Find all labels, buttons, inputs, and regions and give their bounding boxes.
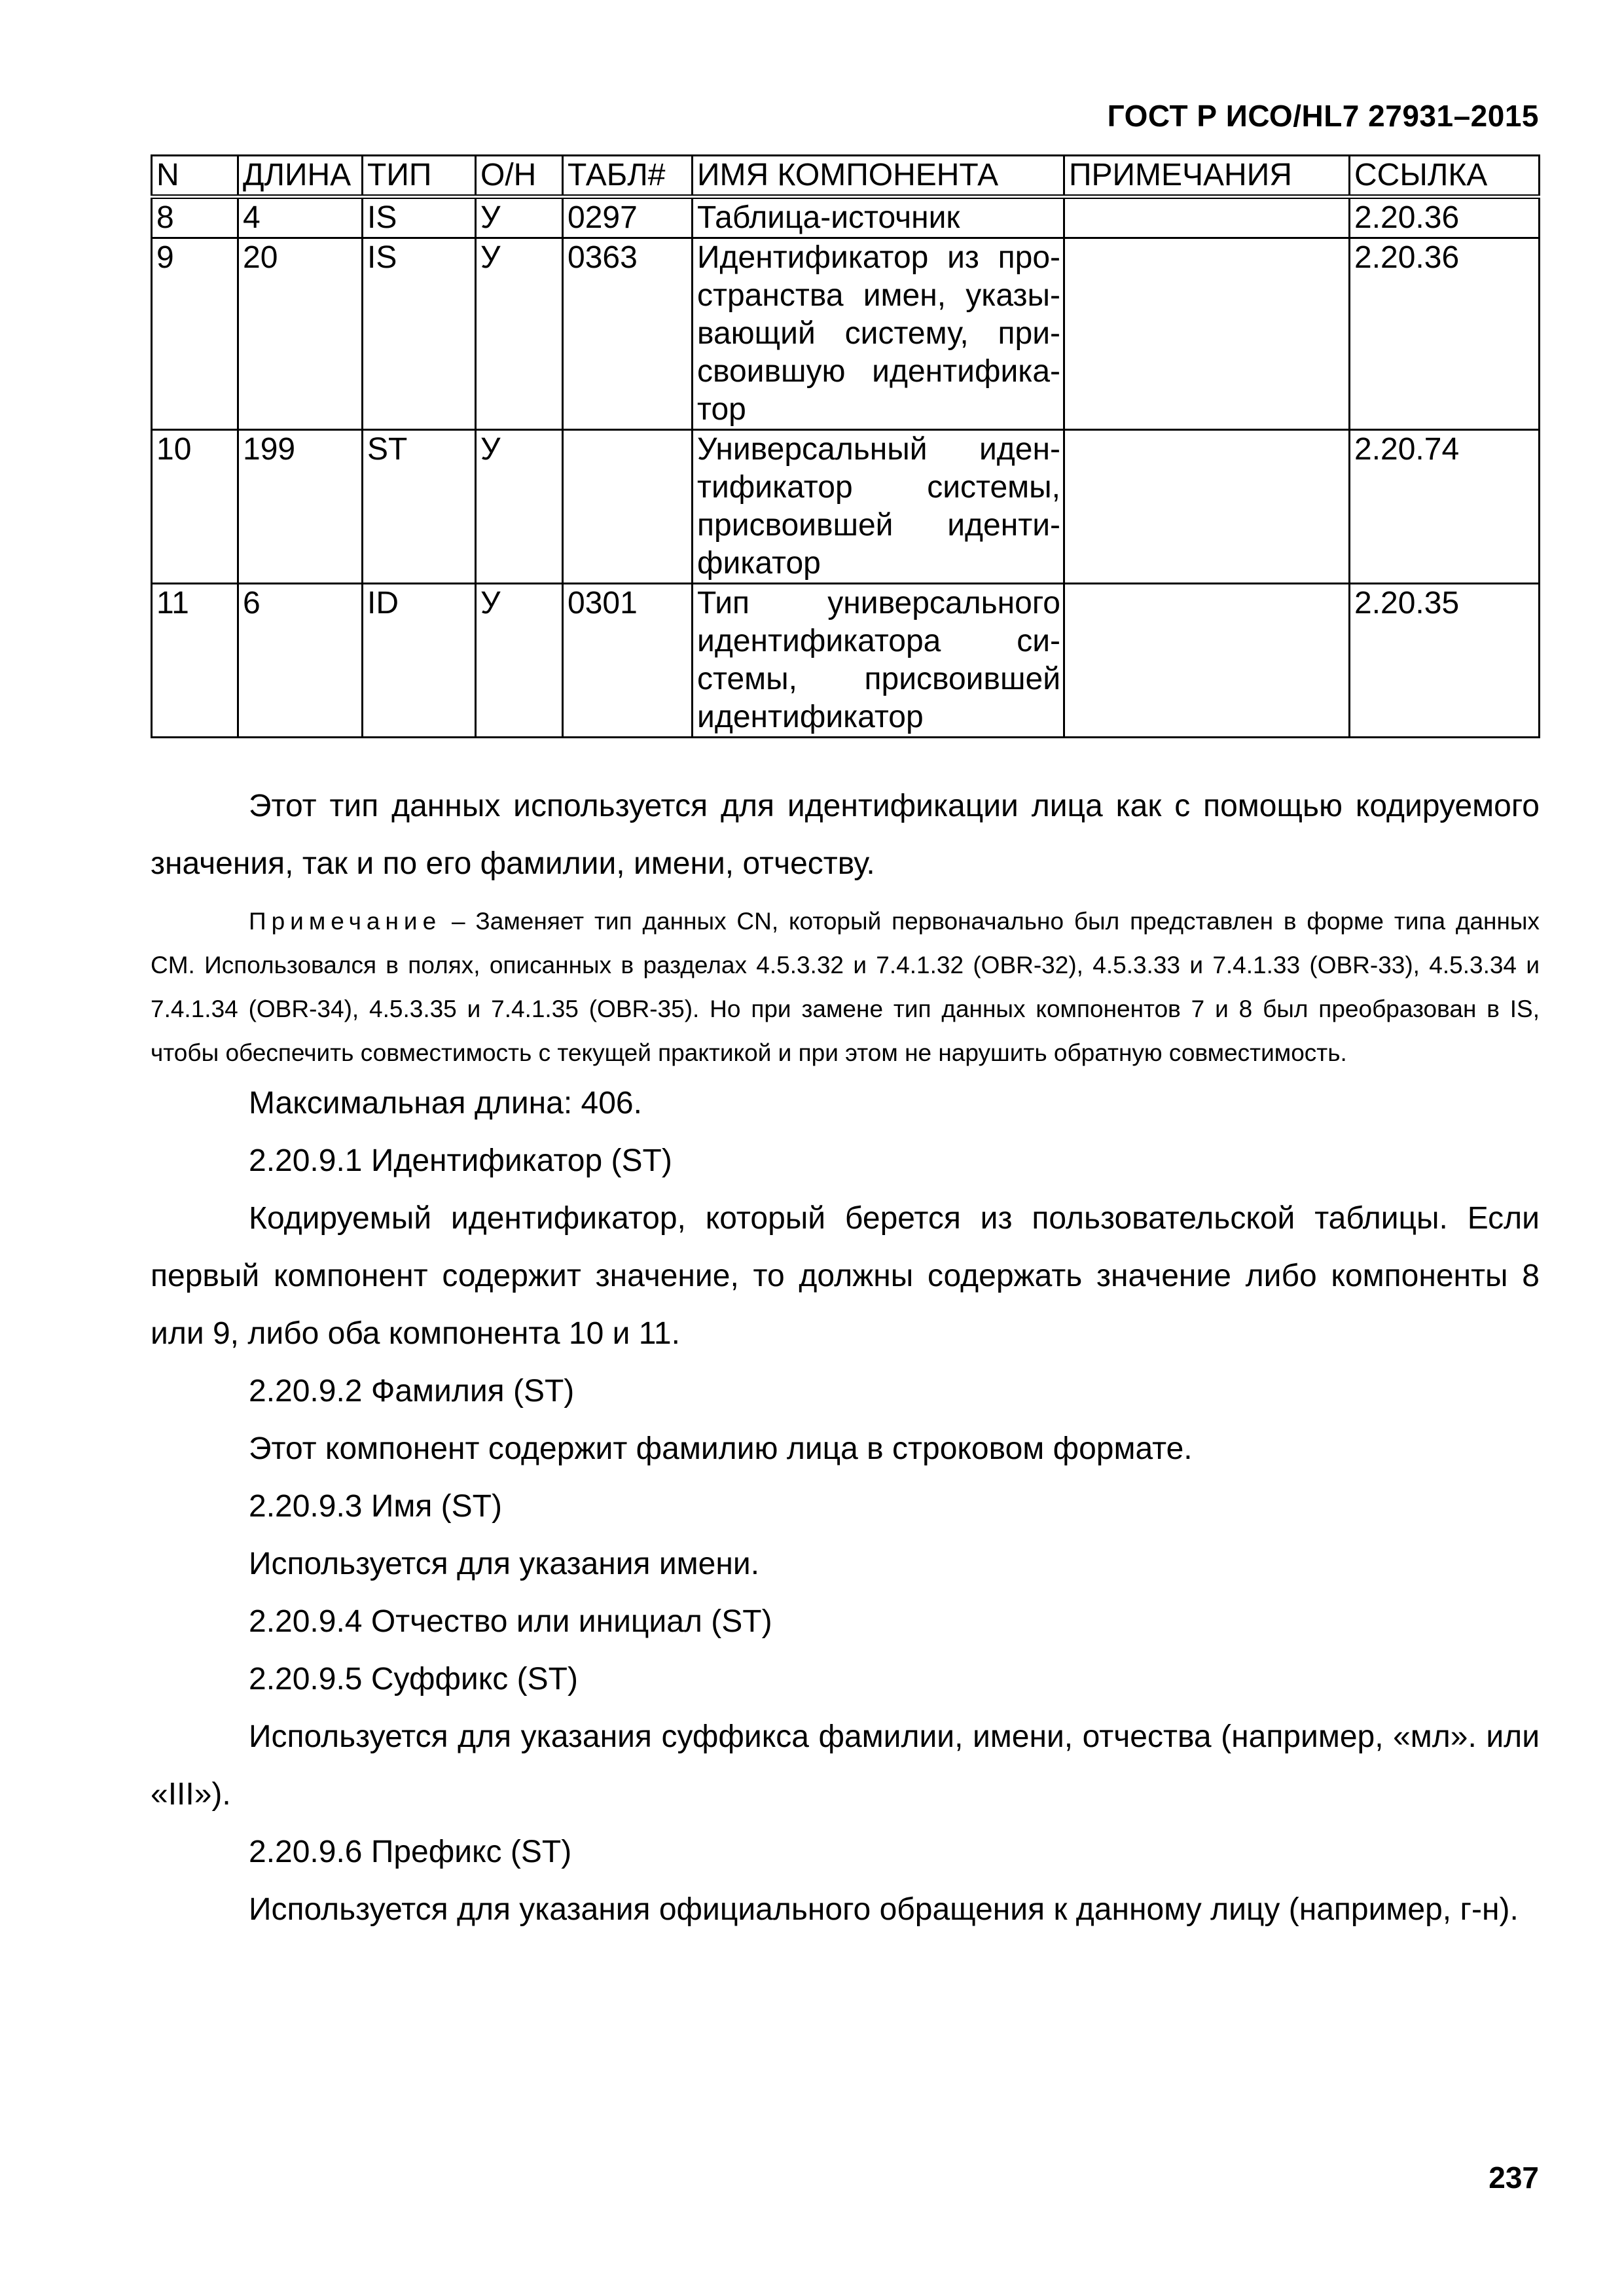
- cell-table: [563, 430, 693, 584]
- cell-n: 10: [152, 430, 238, 584]
- cell-length: 4: [238, 197, 363, 238]
- col-header-opt: О/Н: [476, 156, 563, 197]
- cell-ref: 2.20.36: [1350, 197, 1540, 238]
- cell-table: 0363: [563, 238, 693, 430]
- col-header-notes: ПРИМЕЧАНИЯ: [1064, 156, 1350, 197]
- col-header-table: ТАБЛ#: [563, 156, 693, 197]
- cell-name: Таблица-источник: [693, 197, 1064, 238]
- section-heading-2-20-9-5: 2.20.9.5 Суффикс (ST): [249, 1662, 578, 1696]
- cell-type: IS: [363, 238, 476, 430]
- cell-notes: [1064, 238, 1350, 430]
- col-header-n: N: [152, 156, 238, 197]
- section-text-2-20-9-1: Кодируемый идентификатор, который берется из пользовательской таблицы. Если первый компонент содержит значение, то должны содержать значение либо компоненты 8 или 9, либо оба компонента 10 и 11.: [151, 1201, 1540, 1351]
- cell-length: 199: [238, 430, 363, 584]
- cell-ref: 2.20.35: [1350, 584, 1540, 738]
- cell-notes: [1064, 584, 1350, 738]
- section-heading-2-20-9-2: 2.20.9.2 Фамилия (ST): [249, 1374, 575, 1408]
- cell-name: Идентификатор из пространства имен, указывающий систему, присвоившую идентификатор: [693, 238, 1064, 430]
- table-header-row: [152, 156, 1540, 197]
- col-header-length: ДЛИНА: [238, 156, 363, 197]
- table-row: [152, 584, 1540, 738]
- body-text: [151, 778, 1540, 1939]
- cell-ref: 2.20.36: [1350, 238, 1540, 430]
- note-text: – Заменяет тип данных CN, который первоначально был представлен в форме типа данных CM. Использовался в полях, описанных в разделах 4.5.3.32 и 7.4.1.32 (OBR-32), 4.5.3.33 и 7.4.1.33 (OBR-33), 4.5.3.34 и 7.4.1.34 (OBR-34), 4.5.3.35 и 7.4.1.35 (OBR-35). Но при замене тип данных компонентов 7 и 8 был преобразован в IS, чтобы обеспечить совместимость с текущей практикой и при этом не нарушить обратную совместимость.: [151, 908, 1540, 1066]
- table-row: [152, 197, 1540, 238]
- cell-notes: [1064, 197, 1350, 238]
- standard-code: ГОСТ Р ИСО/HL7 27931–2015: [1107, 99, 1539, 133]
- note-paragraph: [151, 899, 1540, 1075]
- intro-paragraph: Этот тип данных используется для идентификации лица как с помощью кодируемого значения, так и по его фамилии, имени, отчеству.: [151, 789, 1540, 881]
- cell-opt: У: [476, 197, 563, 238]
- cell-name: Тип универсального идентификатора системы, присвоившей идентификатор: [693, 584, 1064, 738]
- col-header-ref: ССЫЛКА: [1350, 156, 1540, 197]
- section-text-2-20-9-3: Используется для указания имени.: [249, 1547, 760, 1581]
- cell-length: 20: [238, 238, 363, 430]
- cell-opt: У: [476, 238, 563, 430]
- section-heading-2-20-9-3: 2.20.9.3 Имя (ST): [249, 1489, 502, 1524]
- cell-table: 0297: [563, 197, 693, 238]
- section-text-2-20-9-5: Используется для указания суффикса фамилии, имени, отчества (например, «мл». или «III»).: [151, 1719, 1540, 1812]
- components-table: [151, 154, 1540, 738]
- max-length-line: Максимальная длина: 406.: [249, 1086, 642, 1121]
- cell-notes: [1064, 430, 1350, 584]
- section-heading-2-20-9-6: 2.20.9.6 Префикс (ST): [249, 1835, 572, 1869]
- cell-type: ST: [363, 430, 476, 584]
- col-header-type: ТИП: [363, 156, 476, 197]
- section-heading-2-20-9-4: 2.20.9.4 Отчество или инициал (ST): [249, 1604, 772, 1639]
- cell-name: Универсальный идентификатор системы, присвоившей идентификатор: [693, 430, 1064, 584]
- section-text-2-20-9-6: Используется для указания официального обращения к данному лицу (например, г-н).: [249, 1892, 1519, 1927]
- col-header-name: ИМЯ КОМПОНЕНТА: [693, 156, 1064, 197]
- cell-n: 11: [152, 584, 238, 738]
- cell-opt: У: [476, 584, 563, 738]
- table-row: [152, 238, 1540, 430]
- page-number: 237: [1489, 2161, 1539, 2195]
- cell-type: IS: [363, 197, 476, 238]
- cell-length: 6: [238, 584, 363, 738]
- cell-n: 9: [152, 238, 238, 430]
- table-row: [152, 430, 1540, 584]
- cell-type: ID: [363, 584, 476, 738]
- section-text-2-20-9-2: Этот компонент содержит фамилию лица в строковом формате.: [249, 1431, 1193, 1466]
- cell-opt: У: [476, 430, 563, 584]
- note-label: Примечание: [249, 908, 442, 935]
- section-heading-2-20-9-1: 2.20.9.1 Идентификатор (ST): [249, 1143, 672, 1178]
- cell-n: 8: [152, 197, 238, 238]
- cell-ref: 2.20.74: [1350, 430, 1540, 584]
- cell-table: 0301: [563, 584, 693, 738]
